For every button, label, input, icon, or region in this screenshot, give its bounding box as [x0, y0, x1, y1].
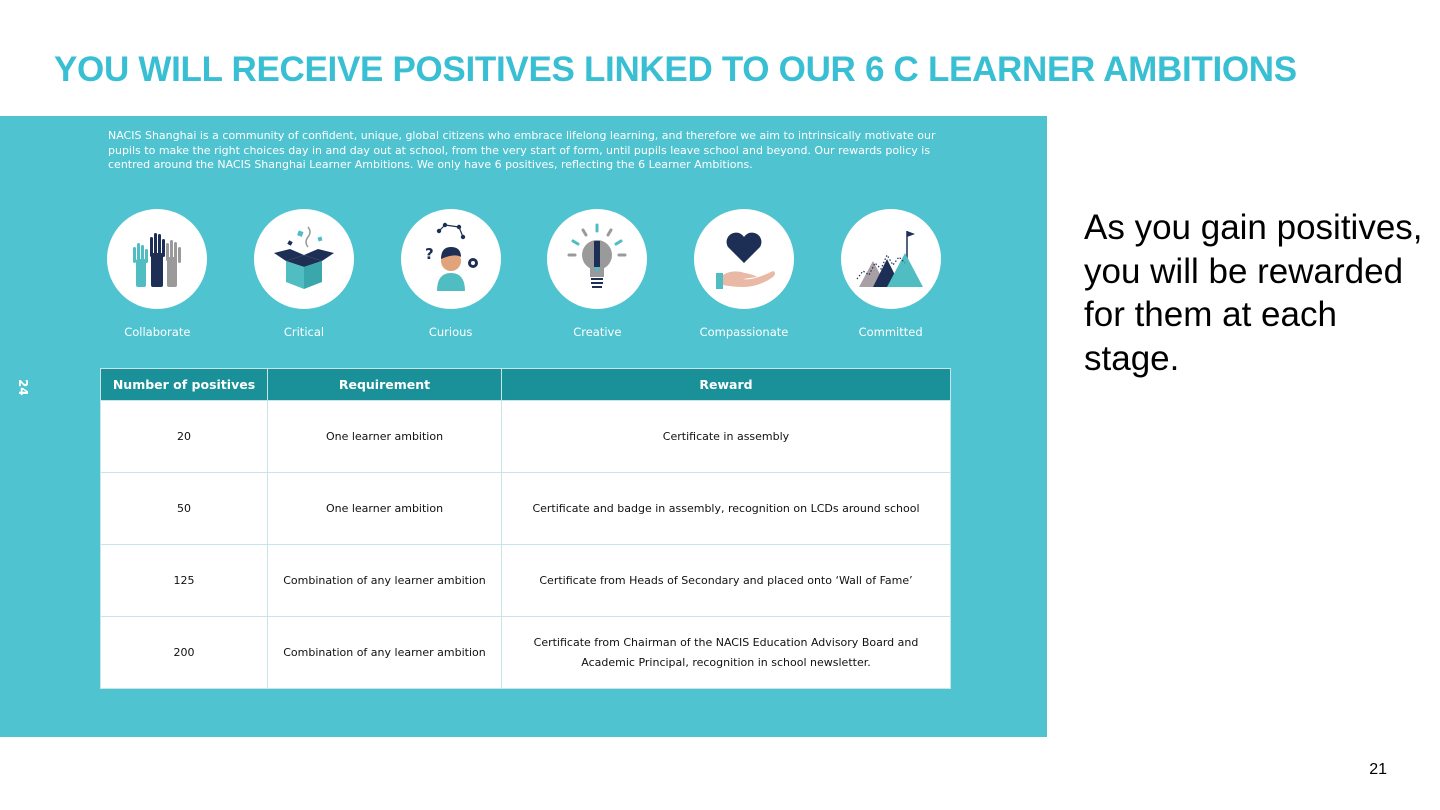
- rewards-table: [100, 368, 951, 689]
- positives-cell: 50: [101, 473, 268, 545]
- reward-cell: Certificate in assembly: [502, 401, 951, 473]
- svg-text:?: ?: [424, 245, 434, 263]
- reward-cell: Certificate and badge in assembly, recognition on LCDs around school: [502, 473, 951, 545]
- open-box-icon: [264, 219, 344, 299]
- header-requirement: Requirement: [268, 369, 502, 401]
- positives-cell: 20: [101, 401, 268, 473]
- ambition-curious: [377, 209, 524, 339]
- ambition-circle: [694, 209, 794, 309]
- ambitions-panel: [0, 116, 1047, 737]
- lightbulb-pencil-icon: [557, 219, 637, 299]
- positives-cell: 125: [101, 545, 268, 617]
- ambition-label: Collaborate: [124, 325, 191, 339]
- ambition-label: Curious: [428, 325, 473, 339]
- requirement-cell: One learner ambition: [268, 473, 502, 545]
- ambition-circle: [547, 209, 647, 309]
- positives-cell: 200: [101, 617, 268, 689]
- reward-cell: Certificate from Heads of Secondary and placed onto ‘Wall of Fame’: [502, 545, 951, 617]
- ambition-label: Creative: [573, 325, 622, 339]
- table-row: [101, 401, 951, 473]
- side-text: As you gain positives, you will be rewarded for them at each stage.: [1084, 208, 1423, 378]
- ambition-label: Critical: [283, 325, 325, 339]
- ambition-committed: [817, 209, 964, 339]
- table-row: [101, 473, 951, 545]
- ambition-collaborate: [84, 209, 231, 339]
- reward-cell: Certificate from Chairman of the NACIS Education Advisory Board and Academic Principal, recognition in school newsletter.: [502, 617, 951, 689]
- page-tag: 24: [16, 379, 30, 396]
- mountain-flag-icon: [851, 219, 931, 299]
- header-reward: Reward: [502, 369, 951, 401]
- ambition-compassionate: [671, 209, 818, 339]
- ambition-label: Compassionate: [699, 325, 789, 339]
- ambition-circle: [401, 209, 501, 309]
- heart-in-hand-icon: [704, 219, 784, 299]
- ambition-label: Committed: [858, 325, 923, 339]
- slide-title: YOU WILL RECEIVE POSITIVES LINKED TO OUR 6 C LEARNER AMBITIONS: [54, 50, 1297, 89]
- thinking-person-icon: [411, 219, 491, 299]
- table-row: [101, 617, 951, 689]
- table-header-row: [101, 369, 951, 401]
- table-row: [101, 545, 951, 617]
- requirement-cell: One learner ambition: [268, 401, 502, 473]
- requirement-cell: Combination of any learner ambition: [268, 545, 502, 617]
- requirement-cell: Combination of any learner ambition: [268, 617, 502, 689]
- ambition-circle: [841, 209, 941, 309]
- ambition-circle: [254, 209, 354, 309]
- header-positives: Number of positives: [101, 369, 268, 401]
- ambition-circle: [107, 209, 207, 309]
- raised-hands-icon: [117, 219, 197, 299]
- page-number: 21: [1369, 761, 1387, 778]
- ambitions-row: [84, 209, 964, 339]
- ambition-creative: [524, 209, 671, 339]
- ambition-critical: [231, 209, 378, 339]
- intro-paragraph: NACIS Shanghai is a community of confident, unique, global citizens who embrace lifelong learning, and therefore we aim to intrinsically motivate our pupils to make the right choices day in and day out at school, from the very start of form, until pupils leave school and beyond. Our rewards policy is centred around the NACIS Shanghai Learner Ambitions. We only have 6 positives, reflecting the 6 Learner Ambitions.: [108, 129, 936, 171]
